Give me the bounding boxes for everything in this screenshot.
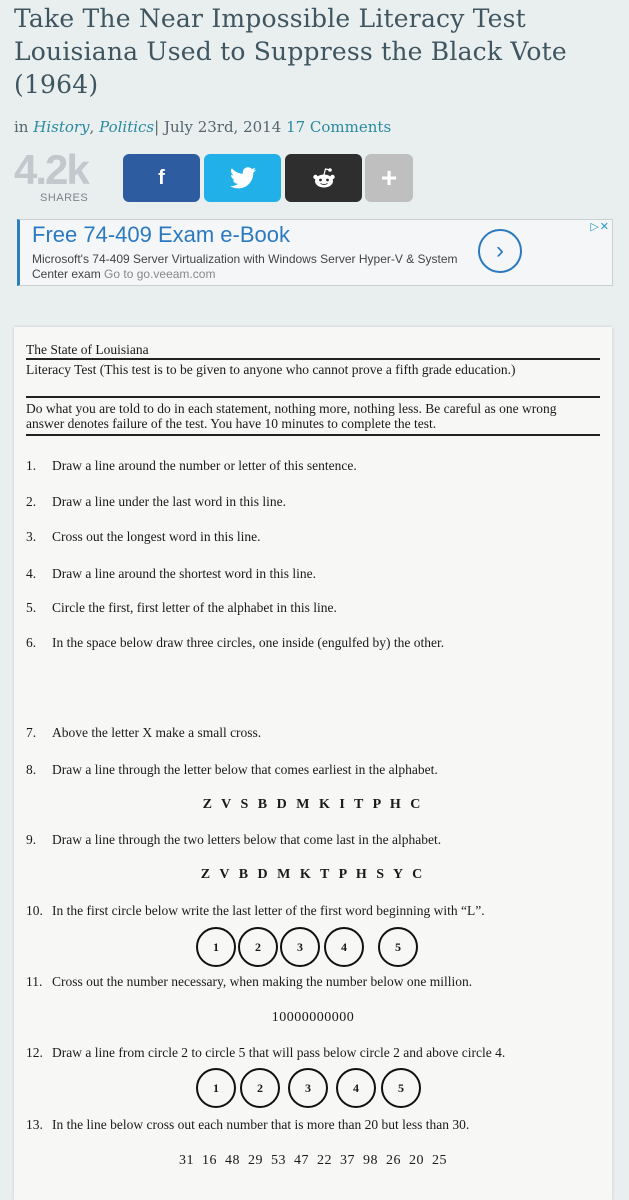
test-item: 6. In the space below draw three circles, one inside (engulfed by) the other. (26, 635, 445, 650)
test-item: 13. In the line below cross out each number that is more than 20 but less than 30. (26, 1117, 470, 1132)
comments-link[interactable]: 17 Comments (286, 118, 392, 136)
literacy-test-document (14, 327, 612, 1200)
ad-source[interactable]: Go to go.veeam.com (104, 267, 216, 281)
article-meta (14, 118, 391, 136)
category-separator: , (89, 118, 95, 136)
category-history-link[interactable]: History (33, 118, 90, 136)
header-divider (26, 358, 600, 360)
header-divider (26, 434, 600, 436)
share-label: SHARES (40, 192, 89, 204)
plus-icon: + (380, 162, 398, 193)
reddit-share-button[interactable] (285, 154, 362, 202)
test-circle: 3 (288, 1068, 328, 1108)
test-item: 5. Circle the first, first letter of the alphabet in this line. (26, 600, 337, 615)
test-item: 4. Draw a line around the shortest word in this line. (26, 566, 316, 581)
meta-separator: | (154, 118, 160, 136)
test-circle: 4 (324, 927, 364, 967)
ad-banner[interactable] (17, 219, 613, 286)
test-item: 11. Cross out the number necessary, when making the number below one million. (26, 974, 473, 989)
ad-arrow-button[interactable] (478, 229, 522, 273)
test-circle: 1 (196, 927, 236, 967)
test-item: 3. Cross out the longest word in this line. (26, 529, 261, 544)
more-share-button[interactable] (365, 154, 413, 202)
category-politics-link[interactable]: Politics (99, 118, 155, 136)
test-item: 1. Draw a line around the number or letter of this sentence. (26, 458, 357, 473)
test-item: 8. Draw a line through the letter below that comes earliest in the alphabet. (26, 762, 438, 777)
test-item: 10. In the first circle below write the last letter of the first word beginning with “L”. (26, 903, 485, 918)
test-circle: 1 (196, 1068, 236, 1108)
ad-title[interactable]: Free 74-409 Exam e-Book (32, 222, 291, 247)
test-circle: 5 (378, 927, 418, 967)
number-sequence-13: 31 16 48 29 53 47 22 37 98 26 20 25 (179, 1153, 447, 1168)
ad-description (32, 252, 462, 282)
facebook-icon: f (158, 166, 165, 189)
test-circle: 5 (381, 1068, 421, 1108)
test-circle: 4 (336, 1068, 376, 1108)
test-item: 7. Above the letter X make a small cross. (26, 725, 262, 740)
article-title: Take The Near Impossible Literacy Test Louisiana Used to Suppress the Black Vote (1964) (14, 4, 567, 99)
test-circle: 2 (238, 927, 278, 967)
share-count: 4.2k (14, 146, 88, 193)
test-circle: 3 (280, 927, 320, 967)
test-item: 9. Draw a line through the two letters below that come last in the alphabet. (26, 832, 442, 847)
test-circle: 2 (240, 1068, 280, 1108)
test-item: 2. Draw a line under the last word in this line. (26, 494, 286, 509)
post-date: July 23rd, 2014 (163, 118, 282, 136)
twitter-bird-icon (230, 167, 256, 189)
twitter-share-button[interactable] (204, 154, 281, 202)
header-divider (26, 396, 600, 398)
chevron-right-icon: › (496, 237, 504, 264)
number-sequence-11: 10000000000 (271, 1010, 355, 1025)
test-state: The State of Louisiana (26, 342, 149, 357)
letters-sequence-9: Z V B D M K T P H S Y C (200, 867, 426, 882)
meta-in: in (14, 118, 29, 136)
test-instruction-1: Literacy Test (This test is to be given to anyone who cannot prove a fifth grade education.) (26, 362, 516, 377)
ad-description-text: Microsoft's 74-409 Server Virtualization with Windows Server Hyper-V & System Center exam (32, 252, 458, 281)
test-instruction-2: Do what you are told to do in each statement, nothing more, nothing less. Be careful as one wrong answer denotes failure of the test. You have 10 minutes to complete the test. (26, 401, 557, 431)
facebook-share-button[interactable] (123, 154, 200, 202)
letters-sequence-8: Z V S B D M K I T P H C (202, 797, 424, 812)
adchoices-icon[interactable]: ▷✕ (590, 221, 610, 233)
reddit-alien-icon (311, 167, 337, 189)
test-item: 12. Draw a line from circle 2 to circle 5 that will pass below circle 2 and above circle 4. (26, 1045, 506, 1060)
